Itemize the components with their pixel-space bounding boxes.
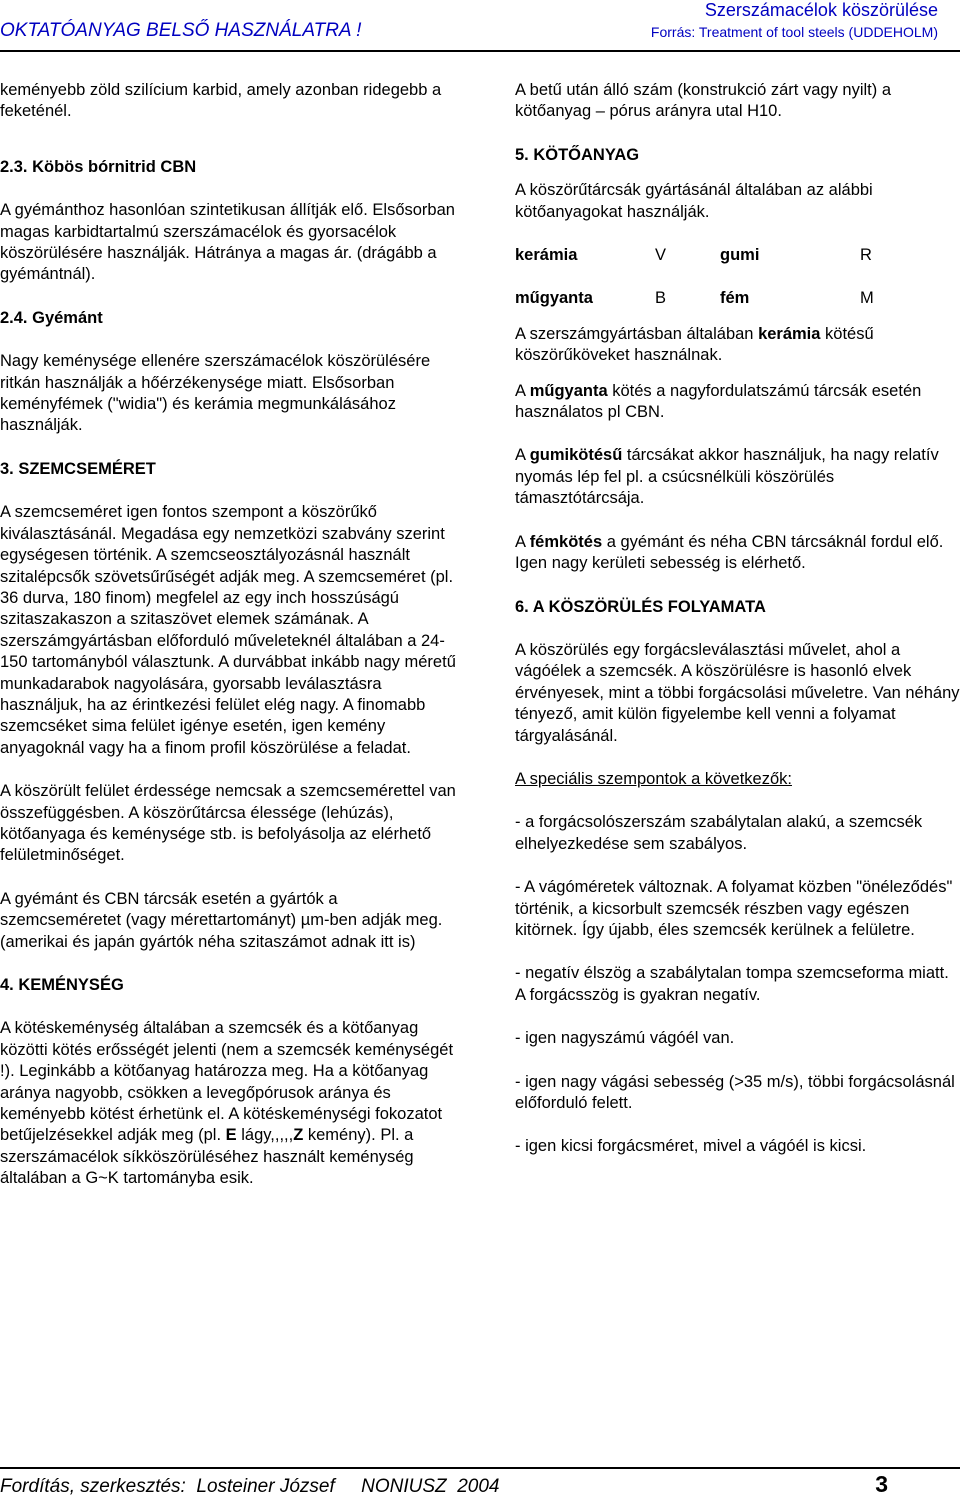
list-item: - A vágóméretek változnak. A folyamat közben "önéleződés" történik, a kicsorbult szemcsék részben vagy egészen kitörnek. Így újabb, éles szemcsék kerülnek a felületre. xyxy=(515,878,953,939)
text-run-bold: E xyxy=(225,1126,237,1145)
paragraph: Nagy keménysége ellenére szerszámacélok köszörülésére ritkán használják a hőérzékenysége miatt. Elsősorban keményfémek ("widia") és kerámia megmunkálásához használják. xyxy=(0,352,431,435)
bond-code: B xyxy=(655,289,667,308)
text-run-bold: kerámia xyxy=(758,324,821,343)
list-item: - igen kicsi forgácsméret, mivel a vágóél is kicsi. xyxy=(515,1137,867,1156)
section-heading: 5. KÖTŐANYAG xyxy=(515,145,640,164)
text-run: kötésű köszörűköveket használnak. xyxy=(515,324,874,365)
paragraph: A gyémánthoz hasonlóan szintetikusan állítják elő. Elsősorban magas karbidtartalmú szerszámacélok és gyorsacélok köszörülésére használják. Hátránya a magas ár. (drágább a gyémántnál). xyxy=(0,201,455,284)
section-heading: 3. SZEMCSEMÉRET xyxy=(0,459,156,478)
text-run: A xyxy=(515,381,530,400)
bond-name: kerámia xyxy=(515,246,578,265)
paragraph: A köszörűtárcsák gyártásánál általában az alábbi kötőanyagokat használják. xyxy=(515,181,873,221)
header-source: Forrás: Treatment of tool steels (UDDEHOLM) xyxy=(650,24,938,40)
text-run: kötés a nagyfordulatszámú tárcsák esetén használatos pl CBN. xyxy=(515,381,922,422)
text-run: A szerszámgyártásban általában xyxy=(515,324,759,343)
paragraph: keményebb zöld szilícium karbid, amely azonban ridegebb a feketénél. xyxy=(0,81,442,121)
left-column xyxy=(0,80,460,1190)
header-left-note: OKTATÓANYAG BELSŐ HASZNÁLATRA ! xyxy=(0,20,362,41)
text-run: lágy,,,,, xyxy=(236,1126,294,1145)
section-heading: 2.3. Köbös bórnitrid CBN xyxy=(0,157,197,176)
text-run: a gyémánt és néha CBN tárcsáknál fordul elő. Igen nagy kerületi sebesség is elérhető. xyxy=(515,532,944,573)
paragraph: A gyémánt és CBN tárcsák esetén a gyártók a szemcseméretet (vagy mérettartományt) µm-ben adják meg.(amerikai és japán gyártók néha szitaszámot adnak itt is) xyxy=(0,889,443,951)
text-run: A xyxy=(515,532,530,551)
section-heading: 4. KEMÉNYSÉG xyxy=(0,976,124,994)
paragraph xyxy=(515,324,960,367)
header-rule xyxy=(0,50,960,52)
text-run-bold: fémkötés xyxy=(529,532,603,551)
text-run: A xyxy=(515,446,530,465)
paragraph xyxy=(515,445,960,509)
section-heading: 6. A KÖSZÖRÜLÉS FOLYAMATA xyxy=(515,597,766,616)
page-number: 3 xyxy=(875,1471,888,1497)
bond-name: gumi xyxy=(720,246,760,265)
text-run: tárcsákat akkor használjuk, ha nagy relatív nyomás lép fel pl. a csúcsnélküli köszörülés támasztótárcsája. xyxy=(515,446,939,508)
subheading: A speciális szempontok a következők: xyxy=(515,769,792,788)
text-run-bold: Z xyxy=(293,1126,304,1145)
list-item: - a forgácsolószerszám szabálytalan alakú, a szemcsék elhelyezkedése sem szabályos. xyxy=(515,813,923,853)
list-item: - igen nagyszámú vágóél van. xyxy=(515,1029,735,1048)
bond-code: V xyxy=(655,246,667,265)
bond-code: R xyxy=(860,246,872,265)
paragraph: A szemcseméret igen fontos szempont a köszörűkő kiválasztásánál. Megadása egy nemzetközi szabvány szerint egységesen történik. A szemcseosztályozásnál használt szitalépcsők szövetsűrűségét adják meg. A szemcseméret (pl. 36 durva, 180 finom) megfelel az egy inch hosszúságú szitaszakaszon a szitaszövet elemek számának. A szerszámgyártásban előforduló műveleteknél általában a 24-150 tartományból választunk. A durvábbat inkább nagy méretű munkadarabok nagyolására, gyorsabb leválasztásra használjuk, ha az érintkezési felület elég nagy. A finomabb szemcséket sima felület igénye esetén, igen kemény anyagoknál vagy ha a finom profil köszörülése a feladat. xyxy=(0,503,456,757)
paragraph xyxy=(515,532,960,575)
text-run: A kötéskeménység általában a szemcsék és a kötőanyag közötti kötés erősségét jelenti (nem a szemcsék keménységét !). Leginkább a kötőanyag határozza meg. Ha a kötőanyag aránya nagyobb, csökken a levegőpórusok aránya és keményebb kötést érhetünk el. A kötéskeménységi fokozatot betűjelzésekkel adják meg (pl. xyxy=(0,1019,454,1145)
list-item: - negatív élszög a szabálytalan tompa szemcseforma miatt. A forgácsszög is gyakran negatív. xyxy=(515,964,949,1004)
header-title: Szerszámacélok köszörülése xyxy=(704,0,938,20)
paragraph: A betű után álló szám (konstrukció zárt vagy nyilt) a kötőanyag – pórus arányra utal H10. xyxy=(515,81,892,121)
bond-row xyxy=(515,288,960,309)
bond-name: fém xyxy=(720,289,750,308)
bond-name: műgyanta xyxy=(515,289,593,308)
bond-code: M xyxy=(860,289,874,308)
paragraph: A köszörült felület érdessége nemcsak a szemcsemérettel van összefüggésben. A köszörűtárcsa élessége (lehúzás), kötőanyaga és keménysége stb. is befolyásolja az elérhető felületminőséget. xyxy=(0,782,456,865)
right-column xyxy=(515,80,960,1158)
footer-credits: Fordítás, szerkesztés: Losteiner József NONIUSZ 2004 xyxy=(0,1476,500,1497)
section-heading: 2.4. Gyémánt xyxy=(0,308,103,327)
list-item: - igen nagy vágási sebesség (>35 m/s), többi forgácsolásnál előforduló felett. xyxy=(515,1072,955,1112)
paragraph xyxy=(515,381,960,424)
text-run-bold: műgyanta xyxy=(529,381,608,400)
bond-row xyxy=(515,245,960,266)
paragraph: A köszörülés egy forgácsleválasztási művelet, ahol a vágóélek a szemcsék. A köszörülésre is hasonló elvek érvényesek, mint a többi forgácsolási műveletre. Van néhány tényező, amit külön figyelembe kell venni a folyamat tárgyalásánál. xyxy=(515,640,960,745)
paragraph xyxy=(0,1018,460,1189)
text-run-bold: gumikötésű xyxy=(529,446,623,465)
footer-rule xyxy=(0,1467,960,1469)
text-run: kemény). Pl. a szerszámacélok síkköszörüléséhez használt keménység általában a G~K tartományba esik. xyxy=(0,1126,414,1188)
